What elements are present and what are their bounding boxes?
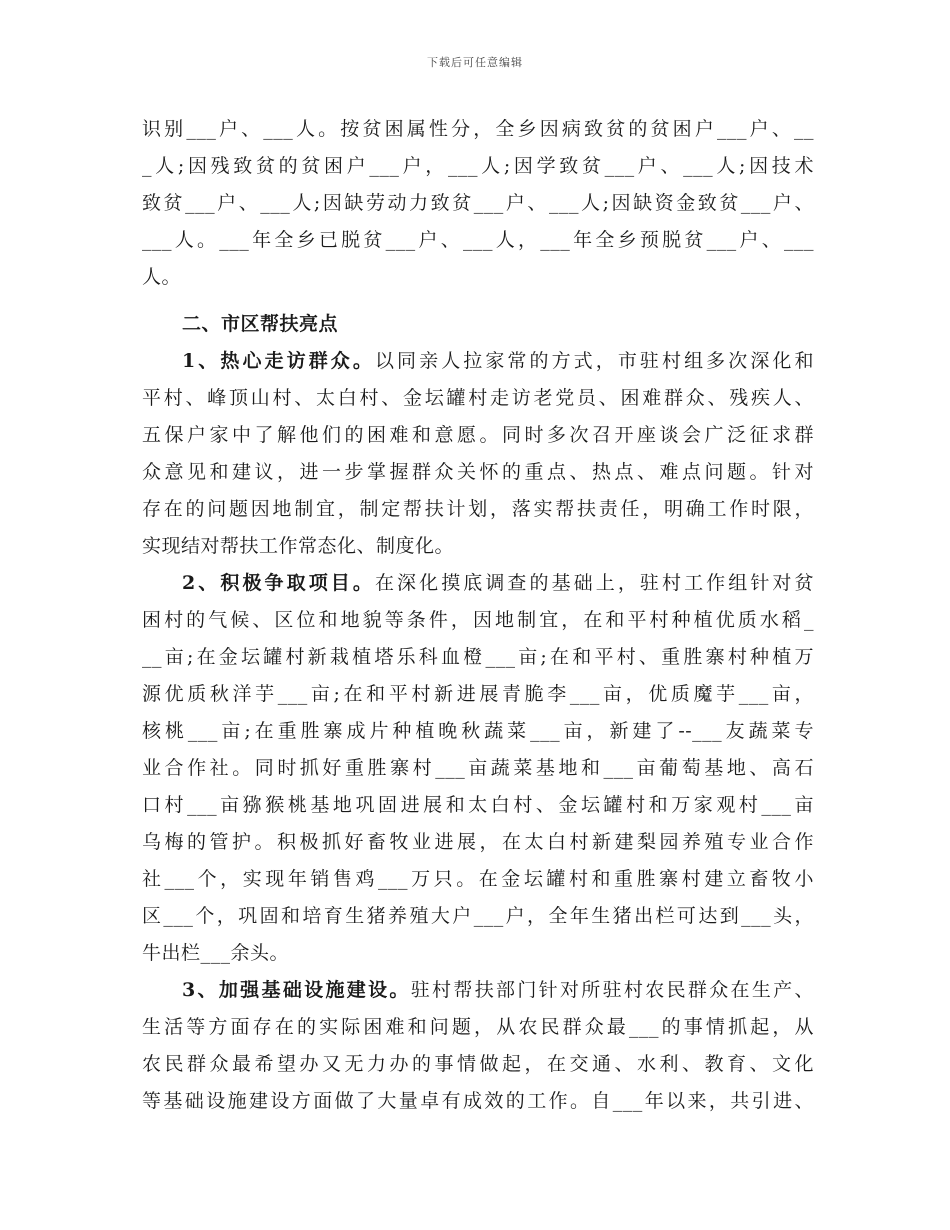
paragraph-lead: 1、热心走访群众。 [182,350,375,372]
paragraph-item-3 [142,972,814,1120]
text-line: 存在的问题因地制宜，制定帮扶计划，落实帮扶责任，明确工作时限， [142,498,814,520]
text-line: 实现结对帮扶工作常态化、制度化。 [142,535,455,557]
text-line: 乌梅的管护。积极抓好畜牧业进展，在太白村新建梨园养殖专业合作 [142,831,814,853]
section-heading: 二、市区帮扶亮点 [182,313,339,335]
text-line: _人;因残致贫的贫困户___户，___人;因学致贫___户、___人;因技术 [142,155,814,177]
text-line [142,972,814,1009]
text-line: 众意见和建议，进一步掌握群众关怀的重点、热点、难点问题。针对 [142,461,814,483]
text-line: 致贫___户、___人;因缺劳动力致贫___户、___人;因缺资金致贫___户、 [142,192,814,214]
text-line [142,565,814,602]
intro-paragraph [142,111,814,296]
paragraph-item-1 [142,343,814,565]
paragraph-text: 以同亲人拉家常的方式，市驻村组多次深化和 [374,350,814,372]
text-line: 口村___亩猕猴桃基地巩固进展和太白村、金坛罐村和万家观村___亩 [142,794,814,816]
paragraph-item-2 [142,565,814,972]
page-header: 下载后可任意编辑 [427,56,523,69]
paragraph-lead: 3、加强基础设施建设。 [182,979,411,1001]
text-line: 业合作社。同时抓好重胜寨村___亩蔬菜基地和___亩葡萄基地、高石 [142,757,814,779]
text-line [142,343,814,380]
paragraph-text: 驻村帮扶部门针对所驻村农民群众在生产、 [410,979,814,1001]
text-line: __亩;在金坛罐村新栽植塔乐科血橙___亩;在和平村、重胜寨村种植万 [142,646,814,668]
text-line: 平村、峰顶山村、太白村、金坛罐村走访老党员、困难群众、残疾人、 [142,387,814,409]
text-line: 识别___户、___人。按贫困属性分，全乡因病致贫的贫困户___户、__ [142,118,814,140]
text-line: 社___个，实现年销售鸡___万只。在金坛罐村和重胜寨村建立畜牧小 [142,868,814,890]
text-line: 人。 [142,266,182,288]
text-line: 源优质秋洋芋___亩;在和平村新进展青脆李___亩，优质魔芋___亩， [142,683,814,705]
text-line: 等基础设施建设方面做了大量卓有成效的工作。自___年以来，共引进、 [142,1090,814,1112]
text-line: 农民群众最希望办又无力办的事情做起，在交通、水利、教育、文化 [142,1053,814,1075]
text-line: 困村的气候、区位和地貌等条件，因地制宜，在和平村种植优质水稻_ [142,609,814,631]
paragraph-lead: 2、积极争取项目。 [182,572,375,594]
text-line: ___人。___年全乡已脱贫___户、___人，___年全乡预脱贫___户、___ [142,229,814,251]
document-body [142,111,814,1120]
paragraph-text: 在深化摸底调查的基础上，驻村工作组针对贫 [374,572,814,594]
text-line: 五保户家中了解他们的困难和意愿。同时多次召开座谈会广泛征求群 [142,424,814,446]
text-line: 牛出栏___余头。 [142,942,290,964]
text-line: 区___个，巩固和培育生猪养殖大户___户，全年生猪出栏可达到___头， [142,905,814,927]
text-line: 生活等方面存在的实际困难和问题，从农民群众最___的事情抓起，从 [142,1016,814,1038]
text-line: 核桃___亩;在重胜寨成片种植晚秋蔬菜___亩，新建了--___友蔬菜专 [142,720,814,742]
